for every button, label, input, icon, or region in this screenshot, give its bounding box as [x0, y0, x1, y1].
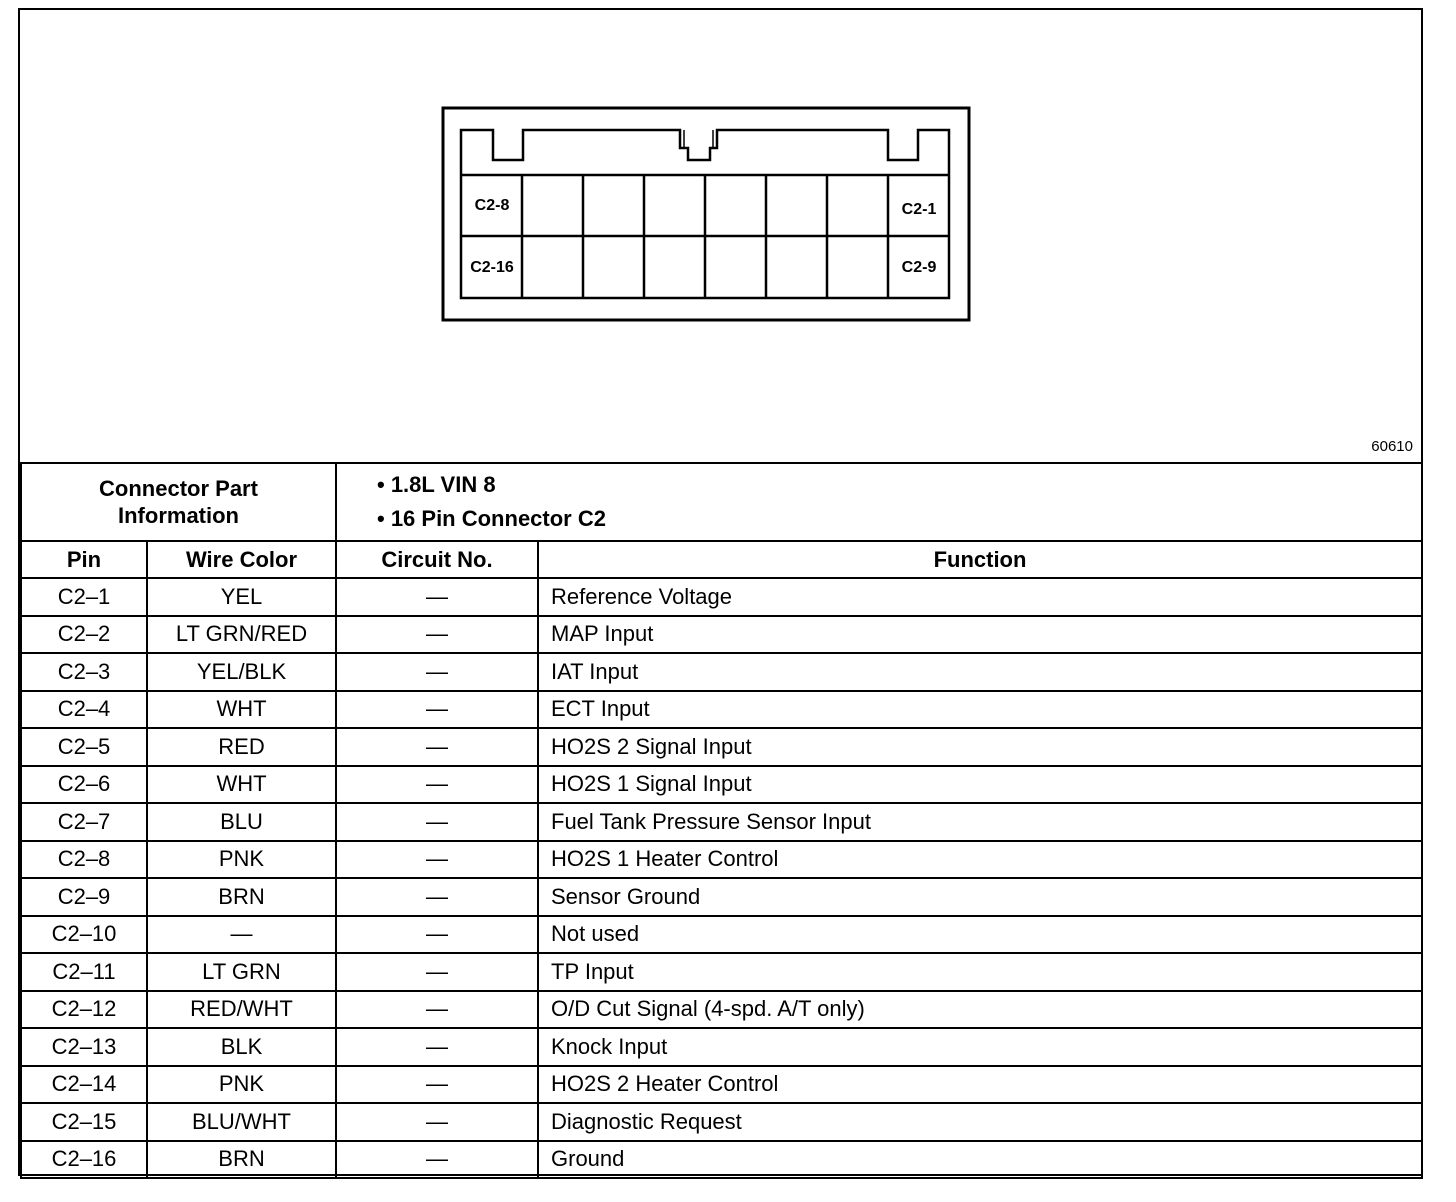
connector-info-row [21, 463, 1422, 541]
table-row [21, 1066, 1422, 1104]
circuit-no-cell: — [336, 803, 538, 841]
circuit-no-cell: — [336, 578, 538, 616]
circuit-no-cell: — [336, 691, 538, 729]
circuit-no-cell: — [336, 916, 538, 954]
function-cell: HO2S 1 Heater Control [538, 841, 1422, 879]
table-row [21, 616, 1422, 654]
pin-cell: C2–10 [21, 916, 147, 954]
cavity-label-bottom-right: C2-9 [901, 259, 937, 276]
circuit-no-cell: — [336, 1066, 538, 1104]
function-cell: HO2S 2 Signal Input [538, 728, 1422, 766]
function-cell: IAT Input [538, 653, 1422, 691]
pin-cell: C2–3 [21, 653, 147, 691]
table-row [21, 953, 1422, 991]
function-cell: Knock Input [538, 1028, 1422, 1066]
wire-color-cell: LT GRN/RED [147, 616, 336, 654]
table-row [21, 766, 1422, 804]
table-row [21, 653, 1422, 691]
wire-color-cell: YEL/BLK [147, 653, 336, 691]
pin-cell: C2–8 [21, 841, 147, 879]
connector-face-diagram [20, 10, 1421, 462]
table-row [21, 578, 1422, 616]
circuit-no-cell: — [336, 1028, 538, 1066]
connector-info-bullets [336, 463, 1422, 541]
header-pin: Pin [21, 541, 147, 578]
function-cell: O/D Cut Signal (4-spd. A/T only) [538, 991, 1422, 1029]
function-cell: TP Input [538, 953, 1422, 991]
circuit-no-cell: — [336, 616, 538, 654]
function-cell: Reference Voltage [538, 578, 1422, 616]
info-bullet-engine: • 1.8L VIN 8 [377, 472, 496, 497]
wire-color-cell: BRN [147, 878, 336, 916]
table-row [21, 991, 1422, 1029]
function-cell: HO2S 2 Heater Control [538, 1066, 1422, 1104]
info-bullet-connector: • 16 Pin Connector C2 [377, 506, 606, 531]
connector-part-info-label [21, 463, 336, 541]
table-row [21, 803, 1422, 841]
circuit-no-cell: — [336, 728, 538, 766]
circuit-no-cell: — [336, 953, 538, 991]
pin-cell: C2–9 [21, 878, 147, 916]
function-cell: ECT Input [538, 691, 1422, 729]
table-row [21, 916, 1422, 954]
cavity-label-bottom-left: C2-16 [470, 259, 514, 276]
table-row [21, 1028, 1422, 1066]
wire-color-cell: WHT [147, 691, 336, 729]
wire-color-cell: — [147, 916, 336, 954]
column-header-row [21, 541, 1422, 578]
table-row [21, 691, 1422, 729]
wire-color-cell: WHT [147, 766, 336, 804]
connector-diagram-area [20, 10, 1421, 462]
table-row [21, 1141, 1422, 1179]
pin-cell: C2–14 [21, 1066, 147, 1104]
pin-cell: C2–7 [21, 803, 147, 841]
wire-color-cell: BLU [147, 803, 336, 841]
wire-color-cell: RED [147, 728, 336, 766]
table-row [21, 1103, 1422, 1141]
circuit-no-cell: — [336, 766, 538, 804]
circuit-no-cell: — [336, 1103, 538, 1141]
pin-cell: C2–15 [21, 1103, 147, 1141]
pin-table [20, 462, 1423, 1179]
function-cell: Ground [538, 1141, 1422, 1179]
header-wire-color: Wire Color [147, 541, 336, 578]
cavity-label-top-right: C2-1 [901, 201, 937, 218]
pin-cell: C2–16 [21, 1141, 147, 1179]
pin-cell: C2–1 [21, 578, 147, 616]
wire-color-cell: PNK [147, 841, 336, 879]
figure-number: 60610 [1371, 438, 1413, 455]
cavity-label-top-left: C2-8 [474, 197, 510, 214]
circuit-no-cell: — [336, 991, 538, 1029]
pin-cell: C2–11 [21, 953, 147, 991]
table-row [21, 841, 1422, 879]
header-circuit-no: Circuit No. [336, 541, 538, 578]
pin-cell: C2–5 [21, 728, 147, 766]
wire-color-cell: BRN [147, 1141, 336, 1179]
function-cell: Fuel Tank Pressure Sensor Input [538, 803, 1422, 841]
function-cell: Diagnostic Request [538, 1103, 1422, 1141]
pin-cell: C2–4 [21, 691, 147, 729]
document-frame [18, 8, 1423, 1176]
circuit-no-cell: — [336, 653, 538, 691]
wire-color-cell: PNK [147, 1066, 336, 1104]
function-cell: Not used [538, 916, 1422, 954]
pin-cell: C2–13 [21, 1028, 147, 1066]
wire-color-cell: LT GRN [147, 953, 336, 991]
circuit-no-cell: — [336, 878, 538, 916]
pin-cell: C2–6 [21, 766, 147, 804]
wire-color-cell: BLU/WHT [147, 1103, 336, 1141]
wire-color-cell: RED/WHT [147, 991, 336, 1029]
function-cell: MAP Input [538, 616, 1422, 654]
wire-color-cell: YEL [147, 578, 336, 616]
connector-part-info-text: Connector Part Information [99, 476, 258, 528]
table-row [21, 728, 1422, 766]
pin-cell: C2–12 [21, 991, 147, 1029]
circuit-no-cell: — [336, 841, 538, 879]
circuit-no-cell: — [336, 1141, 538, 1179]
header-function: Function [538, 541, 1422, 578]
table-row [21, 878, 1422, 916]
wire-color-cell: BLK [147, 1028, 336, 1066]
pin-cell: C2–2 [21, 616, 147, 654]
function-cell: Sensor Ground [538, 878, 1422, 916]
function-cell: HO2S 1 Signal Input [538, 766, 1422, 804]
